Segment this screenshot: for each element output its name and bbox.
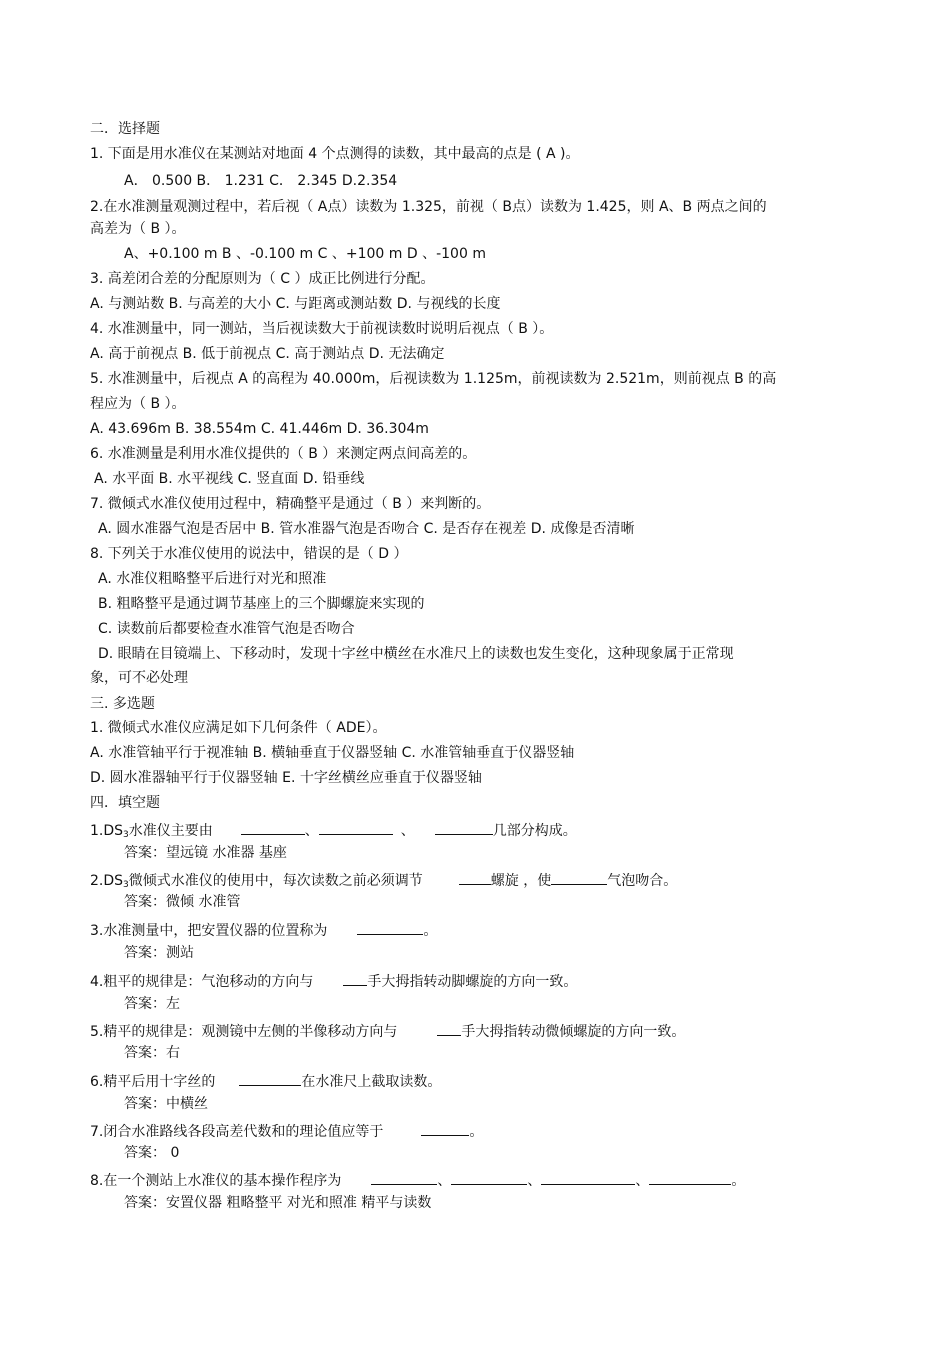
fill-q1: $1.DS_3$水准仪主要由 、 、 几部分构成。 (90, 820, 577, 841)
blank[interactable] (319, 820, 393, 835)
blank[interactable] (437, 1021, 461, 1036)
q4-options: A. 高于前视点 B. 低于前视点 C. 高于测站点 D. 无法确定 (90, 346, 445, 362)
q8-option-d-line2: 象，可不必处理 (90, 670, 188, 686)
fill-q8-answer: 答案：安置仪器 粗略整平 对光和照准 精平与读数 (124, 1195, 432, 1211)
q5-stem-line2: 程应为（ B ）。 (90, 396, 186, 412)
blank[interactable] (541, 1170, 635, 1185)
fill-q5-answer: 答案：右 (124, 1045, 180, 1061)
section-2-title: 二．选择题 (90, 121, 160, 137)
q3-stem: 3. 高差闭合差的分配原则为（ C ）成正比例进行分配。 (90, 271, 435, 287)
q1-stem: 1. 下面是用水准仪在某测站对地面 4 个点测得的读数，其中最高的点是 ( A )。 (90, 146, 580, 162)
fill-q1-answer: 答案：望远镜 水准器 基座 (124, 845, 287, 861)
q8-option-c: C. 读数前后都要检查水准管气泡是否吻合 (98, 621, 355, 637)
blank[interactable] (343, 971, 367, 986)
q8-stem: 8. 下列关于水准仪使用的说法中，错误的是（ D ） (90, 546, 408, 562)
fill-q2: $2.DS_3$微倾式水准仪的使用中，每次读数之前必须调节 螺旋 ，使 气泡吻合。 (90, 870, 677, 891)
fill-q6-answer: 答案：中横丝 (124, 1096, 208, 1112)
q7-stem: 7. 微倾式水准仪使用过程中，精确整平是通过（ B ）来判断的。 (90, 496, 491, 512)
mc-q1-options-line1: A. 水准管轴平行于视准轴 B. 横轴垂直于仪器竖轴 C. 水准管轴垂直于仪器竖轴 (90, 745, 575, 761)
fill-q2-answer: 答案：微倾 水准管 (124, 894, 241, 910)
section-3-title: 三. 多选题 (90, 696, 155, 712)
fill-q7: 7.闭合水准路线各段高差代数和的理论值应等于 。 (90, 1121, 483, 1141)
q2-options: A、+0.100 m B 、-0.100 m C 、+100 m D 、-100 m (124, 246, 486, 262)
q2-stem-line1: 2.在水准测量观测过程中，若后视（ A点）读数为 1.325，前视（ B点）读数为 1.425，则 A、B 两点之间的 (90, 199, 767, 215)
blank[interactable] (239, 1071, 301, 1086)
blank[interactable] (357, 920, 423, 935)
mc-q1-options-line2: D. 圆水准器轴平行于仪器竖轴 E. 十字丝横丝应垂直于仪器竖轴 (90, 770, 482, 786)
fill-q6: 6.精平后用十字丝的 在水准尺上截取读数。 (90, 1071, 441, 1091)
blank[interactable] (371, 1170, 437, 1185)
blank[interactable] (421, 1121, 469, 1136)
q8-option-b: B. 粗略整平是通过调节基座上的三个脚螺旋来实现的 (98, 596, 425, 612)
q6-stem: 6. 水准测量是利用水准仪提供的（ B ）来测定两点间高差的。 (90, 446, 477, 462)
q5-options: A. 43.696m B. 38.554m C. 41.446m D. 36.304m (90, 421, 429, 437)
q6-options: A. 水平面 B. 水平视线 C. 竖直面 D. 铅垂线 (94, 471, 365, 487)
q8-option-d-line1: D. 眼睛在目镜端上、下移动时，发现十字丝中横丝在水准尺上的读数也发生变化，这种现象属于正常现 (98, 646, 734, 662)
mc-q1-stem: 1. 微倾式水准仪应满足如下几何条件（ ADE）。 (90, 720, 387, 736)
blank[interactable] (435, 820, 493, 835)
q7-options: A. 圆水准器气泡是否居中 B. 管水准器气泡是否吻合 C. 是否存在视差 D. 成像是否清晰 (98, 521, 635, 537)
blank[interactable] (551, 870, 607, 885)
fill-q3-answer: 答案：测站 (124, 945, 194, 961)
fill-q4-answer: 答案：左 (124, 996, 180, 1012)
blank[interactable] (241, 820, 305, 835)
q3-options: A. 与测站数 B. 与高差的大小 C. 与距离或测站数 D. 与视线的长度 (90, 296, 501, 312)
section-4-title: 四．填空题 (90, 795, 160, 811)
q1-options: A． 0.500 B． 1.231 C． 2.345 D.2.354 (124, 173, 398, 189)
fill-q7-answer: 答案： 0 (124, 1145, 180, 1161)
fill-q5: 5.精平的规律是：观测镜中左侧的半像移动方向与 手大拇指转动微倾螺旋的方向一致。 (90, 1021, 685, 1041)
fill-q8: 8.在一个测站上水准仪的基本操作程序为 、 、 、 。 (90, 1170, 745, 1190)
blank[interactable] (451, 1170, 527, 1185)
q4-stem: 4. 水准测量中，同一测站，当后视读数大于前视读数时说明后视点（ B ）。 (90, 321, 554, 337)
fill-q4: 4.粗平的规律是：气泡移动的方向与 手大拇指转动脚螺旋的方向一致。 (90, 971, 577, 991)
blank[interactable] (649, 1170, 731, 1185)
q5-stem-line1: 5. 水准测量中，后视点 A 的高程为 40.000m，后视读数为 1.125m，前视读数为 2.521m，则前视点 B 的高 (90, 371, 777, 387)
q8-option-a: A. 水准仪粗略整平后进行对光和照准 (98, 571, 327, 587)
fill-q3: 3.水准测量中，把安置仪器的位置称为 。 (90, 920, 437, 940)
q2-stem-line2: 高差为（ B ）。 (90, 221, 186, 237)
blank[interactable] (459, 870, 491, 885)
